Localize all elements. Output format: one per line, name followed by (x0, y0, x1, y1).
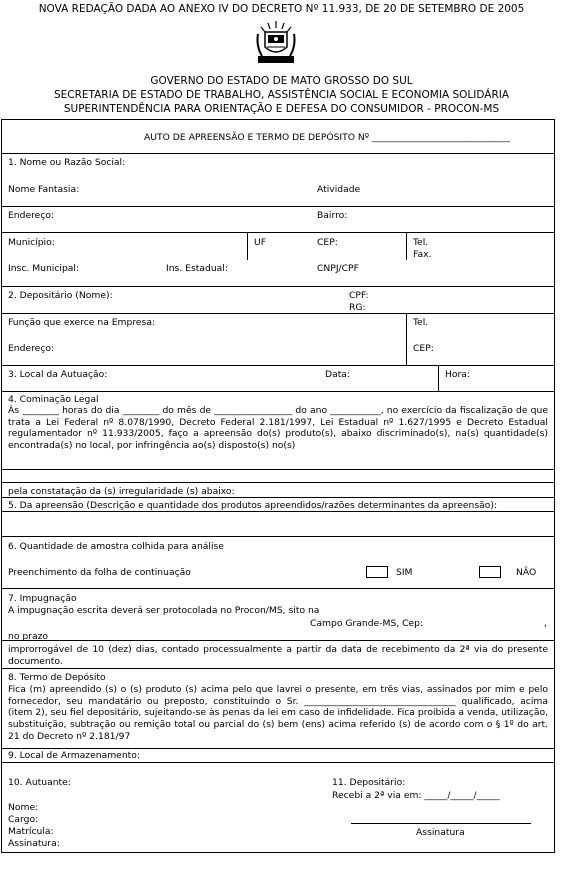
section-8-text: Fica (m) apreendido (s) o (s) produto (s) acima pelo que lavrei o presente, em três vias, assinados por mim e pelo fornecedor, seu mandatário ou preposto, constituindo o Sr. _________________________________ qualificado, acima (item 2), seu fiel depositário, sujeitando-se às penas da lei em caso de infidelidade. Fica proibida a venda, utilização, substituição, subtração ou remição total ou parcial do (s) bem (ens) acima referido (s) de acordo com o § 1º do art. 21 do Decreto nº 2.181/97 (8, 684, 548, 742)
uf-label: UF (254, 237, 267, 248)
data-label: Data: (325, 369, 351, 380)
section-5-label: 5. Da apreensão (Descrição e quantidade dos produtos apreendidos/razões determinantes da apreensão): (8, 500, 498, 511)
section-4-text: Às ________ horas do dia ________ do mês de _________________ do ano ___________, no exercício da fiscalização de que trata a Lei Federal nº 8.078/1990, Decreto Federal 2.181/1997, Lei Estadual nº 1.627/1995 e Decreto Estadual regulamentador nº 11.933/2005, faço a apreensão do(s) produto(s), abaixo discriminado(s), na(s) quantidade(s) encontrada(s) no local, por infringência ao(s) disposto(s) no(s) (8, 405, 548, 452)
section-8-label: 8. Termo de Depósito (8, 672, 106, 683)
nome-label: Nome: (8, 802, 39, 813)
section-9-label: 9. Local de Armazenamento: (8, 750, 140, 761)
endereco-label: Endereço: (8, 210, 55, 221)
cpf-label: CPF: (349, 290, 369, 301)
nao-label: NÃO (516, 567, 537, 578)
form-title: AUTO DE APREENSÃO E TERMO DE DEPÓSITO Nº ______________________________ (144, 132, 510, 143)
sim-label: SIM (396, 567, 413, 578)
cargo-label: Cargo: (8, 814, 39, 825)
ins-estadual-label: Ins. Estadual: (166, 263, 228, 274)
government-title: GOVERNO DO ESTADO DE MATO GROSSO DO SUL (150, 75, 413, 87)
comma-mark: , (544, 618, 547, 629)
recebi-label: Recebi a 2ª via em: _____/_____/_____ (332, 790, 500, 801)
fax-label: Fax. (413, 249, 432, 260)
atividade-label: Atividade (317, 184, 361, 195)
seizure-form (1, 119, 555, 853)
insc-municipal-label: Insc. Municipal: (8, 263, 80, 274)
tel2-label: Tel. (413, 317, 429, 328)
section-2-label: 2. Depositário (Nome): (8, 290, 113, 301)
section-11-label: 11. Depositário: (332, 777, 406, 788)
nome-fantasia-label: Nome Fantasia: (8, 184, 80, 195)
cep-label: CEP: (317, 237, 338, 248)
preenchimento-label: Preenchimento da folha de continuação (8, 567, 191, 578)
rg-label: RG: (349, 302, 366, 313)
section-7-label: 7. Impugnação (8, 593, 77, 604)
no-prazo-label: no prazo (8, 631, 49, 642)
coat-of-arms-icon (254, 20, 298, 66)
endereco2-label: Endereço: (8, 343, 55, 354)
secretariat-title: SECRETARIA DE ESTADO DE TRABALHO, ASSISTÊNCIA SOCIAL E ECONOMIA SOLIDÁRIA (53, 89, 510, 101)
section-7-text: improrrogável de 10 (dez) dias, contado processualmente a partir da data de recebimento da 2ª via do presente documento. (8, 644, 548, 667)
signature-line (351, 823, 531, 824)
section-1-label: 1. Nome ou Razão Social: (8, 157, 126, 168)
cnpj-label: CNPJ/CPF (317, 263, 359, 274)
sim-checkbox[interactable] (366, 566, 388, 578)
section-10-label: 10. Autuante: (8, 777, 71, 788)
nao-checkbox[interactable] (479, 566, 501, 578)
tel-label: Tel. (413, 237, 429, 248)
campo-grande-label: Campo Grande-MS, Cep: (310, 618, 424, 629)
assinatura-depositario-label: Assinatura (416, 827, 465, 838)
bairro-label: Bairro: (317, 210, 348, 221)
cep2-label: CEP: (413, 343, 434, 354)
section-6-label: 6. Quantidade de amostra colhida para análise (8, 541, 224, 552)
matricula-label: Matrícula: (8, 826, 54, 837)
decree-line: NOVA REDAÇÃO DADA AO ANEXO IV DO DECRETO Nº 11.933, DE 20 DE SETEMBRO DE 2005 (38, 3, 525, 15)
funcao-label: Função que exerce na Empresa: (8, 317, 156, 328)
section-4-label: 4. Cominação Legal (8, 394, 99, 405)
constatacao-label: pela constatação da (s) irregularidade (s) abaixo: (8, 486, 235, 497)
hora-label: Hora: (445, 369, 471, 380)
municipio-label: Município: (8, 237, 55, 248)
impugnacao-line: A impugnação escrita deverá ser protocolada no Procon/MS, sito na (8, 605, 320, 616)
superintendence-title: SUPERINTENDÊNCIA PARA ORIENTAÇÃO E DEFESA DO CONSUMIDOR - PROCON-MS (63, 103, 500, 115)
assinatura-autuante-label: Assinatura: (8, 838, 60, 849)
section-3-label: 3. Local da Autuação: (8, 369, 108, 380)
